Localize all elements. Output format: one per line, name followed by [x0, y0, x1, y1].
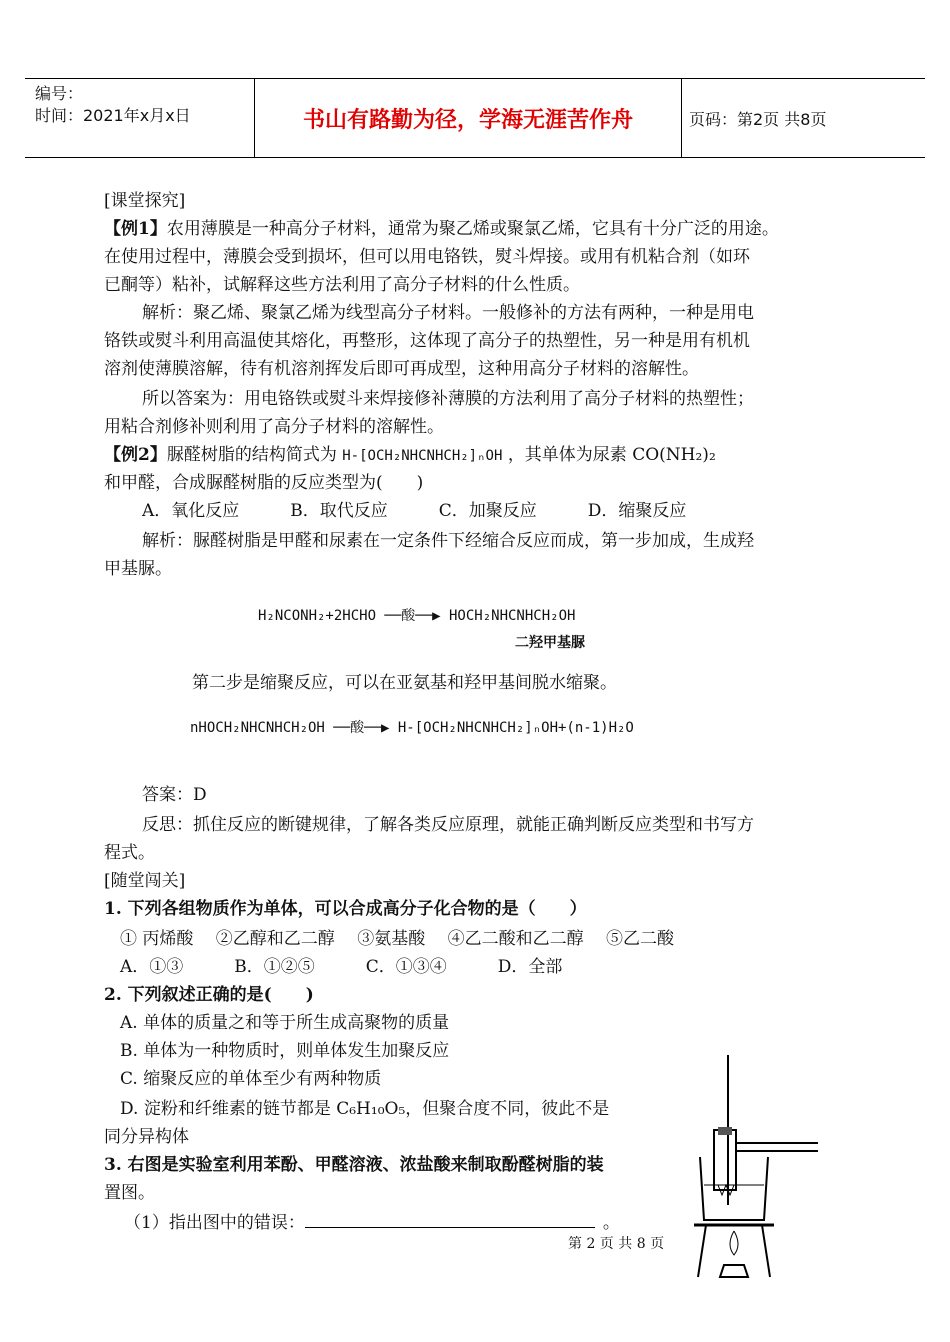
- time-label: 时间：2021年x月x日: [35, 106, 191, 125]
- example-1-label: 【例1】: [104, 219, 167, 239]
- text-line: 反思：抓住反应的断键规律，了解各类反应原理，就能正确判断反应类型和书写方: [142, 815, 754, 835]
- question-1-items: ① 丙烯酸 ②乙醇和乙二醇 ③氨基酸 ④乙二酸和乙二醇 ⑤乙二酸: [120, 929, 675, 949]
- text-line: 和甲醛，合成脲醛树脂的反应类型为( ): [104, 473, 424, 493]
- text-line: 用粘合剂修补则利用了高分子材料的溶解性。: [104, 417, 444, 437]
- text-line: 置图。: [104, 1183, 155, 1203]
- page-info: 页码：第2页 共8页: [689, 109, 827, 129]
- text-line: 程式。: [104, 843, 155, 863]
- header-meta: [25, 79, 255, 157]
- example-2-label: 【例2】: [104, 445, 167, 465]
- text-line: 溶剂使薄膜溶解，待有机溶剂挥发后即可再成型，这种用高分子材料的溶解性。: [104, 359, 699, 379]
- text-line: 解析：脲醛树脂是甲醛和尿素在一定条件下经缩合反应而成，第一步加成，生成羟: [142, 531, 754, 551]
- reaction-2: nHOCH₂NHCNHCH₂OH ──酸──▶ H-[OCH₂NHCNHCH₂]ₙOH+(n-1)H₂O: [190, 720, 634, 736]
- motto: 书山有路勤为径，学海无涯苦作舟: [255, 79, 682, 157]
- code-label: 编号：: [35, 84, 84, 103]
- page-footer: 第 2 页 共 8 页: [568, 1236, 665, 1252]
- reaction-1-product: 二羟甲基脲: [515, 635, 585, 651]
- question-3: 3. 右图是实验室利用苯酚、甲醛溶液、浓盐酸来制取酚醛树脂的装: [104, 1155, 604, 1175]
- period: 。: [602, 1213, 620, 1233]
- section-title: [随堂闯关]: [104, 871, 186, 891]
- example-2: [104, 440, 716, 465]
- apparatus-figure: [690, 1045, 840, 1285]
- text-line: 甲基脲。: [104, 559, 172, 579]
- options-line: A．氧化反应 B．取代反应 C．加聚反应 D．缩聚反应: [142, 501, 687, 521]
- option-c: C. 缩聚反应的单体至少有两种物质: [120, 1069, 382, 1089]
- example-1: [104, 214, 779, 239]
- reaction-1: H₂NCONH₂+2HCHO ──酸──▶ HOCH₂NHCNHCH₂OH: [258, 608, 576, 624]
- answer: 答案：D: [142, 785, 207, 805]
- example-1-text: 农用薄膜是一种高分子材料，通常为聚乙烯或聚氯乙烯，它具有十分广泛的用途。: [166, 219, 779, 239]
- text-line: 所以答案为：用电铬铁或熨斗来焊接修补薄膜的方法利用了高分子材料的热塑性；: [142, 389, 754, 409]
- example-2-text: 脲醛树脂的结构简式为: [166, 445, 337, 465]
- part-1-label: （1）指出图中的错误：: [124, 1213, 305, 1233]
- option-a: A. 单体的质量之和等于所生成高聚物的质量: [120, 1013, 450, 1033]
- question-1-options: A．①③ B．①②⑤ C．①③④ D．全部: [120, 957, 563, 977]
- text-line: 在使用过程中，薄膜会受到损坏，但可以用电铬铁，熨斗焊接。或用有机粘合剂（如环: [104, 247, 750, 267]
- section-title: [课堂探究]: [104, 191, 186, 211]
- text-line: 解析：聚乙烯、聚氯乙烯为线型高分子材料。一般修补的方法有两种，一种是用电: [142, 303, 754, 323]
- question-2: 2. 下列叙述正确的是( ): [104, 985, 314, 1005]
- option-b: B. 单体为一种物质时，则单体发生加聚反应: [120, 1041, 450, 1061]
- page-header: [25, 78, 925, 158]
- question-3-part-1: [124, 1208, 620, 1233]
- text-line: 铬铁或熨斗利用高温使其熔化，再整形，这体现了高分子的热塑性，另一种是用有机机: [104, 331, 750, 351]
- example-2-monomer: ，其单体为尿素 CO(NH₂)₂: [507, 445, 716, 465]
- text-line: 已酮等）粘补，试解释这些方法利用了高分子材料的什么性质。: [104, 275, 580, 295]
- question-1: 1. 下列各组物质作为单体，可以合成高分子化合物的是（ ）: [104, 899, 587, 919]
- text-line: 第二步是缩聚反应，可以在亚氨基和羟甲基间脱水缩聚。: [192, 673, 617, 693]
- text-line: 同分异构体: [104, 1127, 189, 1147]
- answer-blank[interactable]: [305, 1213, 595, 1228]
- structure-formula: H-[OCH₂NHCNHCH₂]ₙOH: [342, 448, 503, 464]
- option-d: D. 淀粉和纤维素的链节都是 C₆H₁₀O₅，但聚合度不同，彼此不是: [120, 1099, 610, 1119]
